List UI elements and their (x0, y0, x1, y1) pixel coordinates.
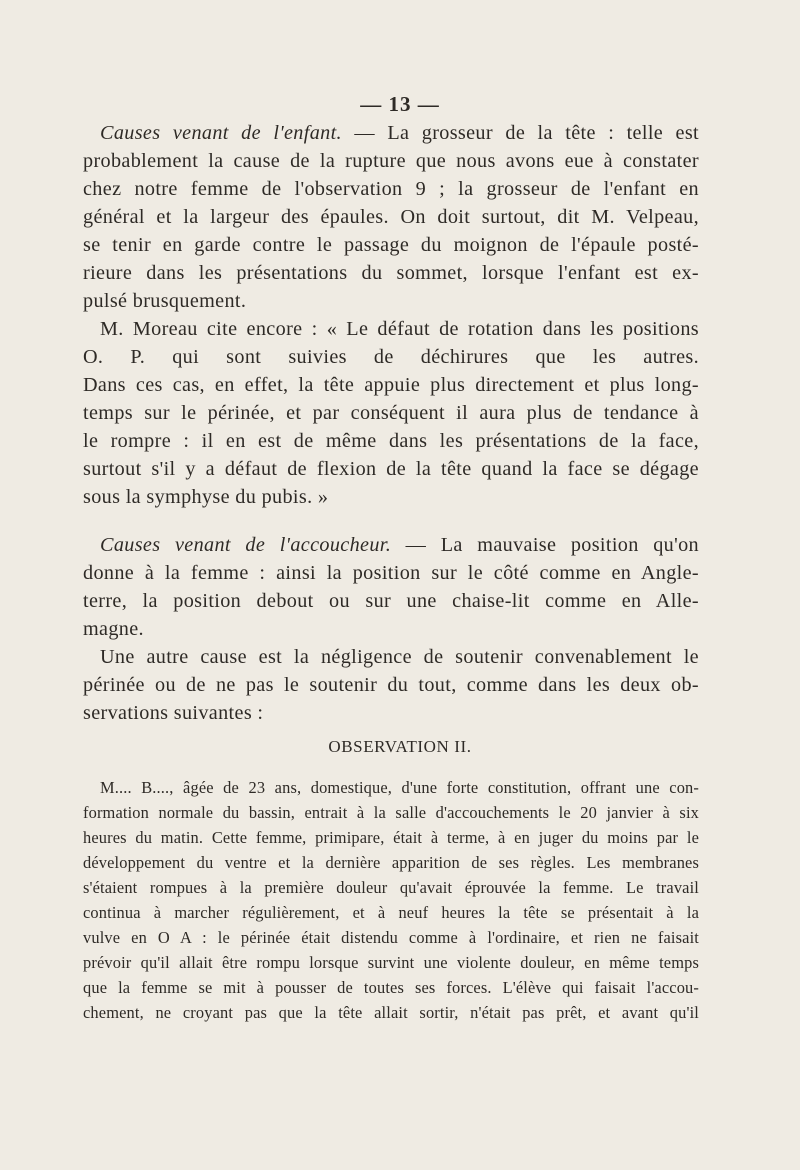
section-lead-italic: Causes venant de l'accoucheur. (100, 534, 392, 556)
text-line: donne à la femme : ainsi la position sur le côté comme en Angle- (83, 562, 699, 584)
text-line: prévoir qu'il allait être rompu lorsque survint une violente douleur, en même temps (83, 953, 699, 972)
text-line: chement, ne croyant pas que la tête allait sortir, n'était pas prêt, et avant qu'il (83, 1003, 699, 1022)
text-line: se tenir en garde contre le passage du moignon de l'épaule posté- (83, 234, 699, 256)
text-line: développement du ventre et la dernière apparition de ses règles. Les membranes (83, 853, 699, 872)
text-line: O. P. qui sont suivies de déchirures que les autres. (83, 346, 699, 368)
text-line: général et la largeur des épaules. On doit surtout, dit M. Velpeau, (83, 206, 699, 228)
text-line: formation normale du bassin, entrait à la salle d'accouchements le 20 janvier à six (83, 803, 699, 822)
text-line: continua à marcher régulièrement, et à neuf heures la tête se présentait à la (83, 903, 699, 922)
text-line: M.... B...., âgée de 23 ans, domestique, d'une forte constitution, offrant une con- (100, 778, 699, 797)
text-line: le rompre : il en est de même dans les présentations de la face, (83, 430, 699, 452)
text-line: probablement la cause de la rupture que nous avons eue à constater (83, 150, 699, 172)
page-number: — 13 — (360, 92, 440, 116)
text-line: terre, la position debout ou sur une chaise-lit comme en Alle- (83, 590, 699, 612)
text-line: sous la symphyse du pubis. » (83, 486, 329, 508)
text-line: Causes venant de l'accoucheur. — La mauvaise position qu'on (100, 534, 699, 556)
text-line: périnée ou de ne pas le soutenir du tout, comme dans les deux ob- (83, 674, 699, 696)
text-line: que la femme se mit à pousser de toutes ses forces. L'élève qui faisait l'accou- (83, 978, 699, 997)
text-line: rieure dans les présentations du sommet, lorsque l'enfant est ex- (83, 262, 699, 284)
text-line: chez notre femme de l'observation 9 ; la grosseur de l'enfant en (83, 178, 699, 200)
text-line: M. Moreau cite encore : « Le défaut de rotation dans les positions (100, 318, 699, 340)
text-line: pulsé brusquement. (83, 290, 247, 312)
text-line: Causes venant de l'enfant. — La grosseur de la tête : telle est (100, 122, 699, 144)
text-line: vulve en O A : le périnée était distendu comme à l'ordinaire, et rien ne faisait (83, 928, 699, 947)
observation-heading: OBSERVATION II. (328, 737, 472, 756)
text-line: temps sur le périnée, et par conséquent il aura plus de tendance à (83, 402, 699, 424)
text-line: Une autre cause est la négligence de soutenir convenablement le (100, 646, 699, 668)
text-line: heures du matin. Cette femme, primipare, était à terme, à en juger du moins par le (83, 828, 699, 847)
text-line: magne. (83, 618, 144, 640)
text-line: Dans ces cas, en effet, la tête appuie plus directement et plus long- (83, 374, 699, 396)
text-line: s'étaient rompues à la première douleur qu'avait éprouvée la femme. Le travail (83, 878, 699, 897)
text-line: surtout s'il y a défaut de flexion de la tête quand la face se dégage (83, 458, 699, 480)
text-line: servations suivantes : (83, 702, 264, 724)
section-lead-italic: Causes venant de l'enfant. (100, 122, 342, 144)
